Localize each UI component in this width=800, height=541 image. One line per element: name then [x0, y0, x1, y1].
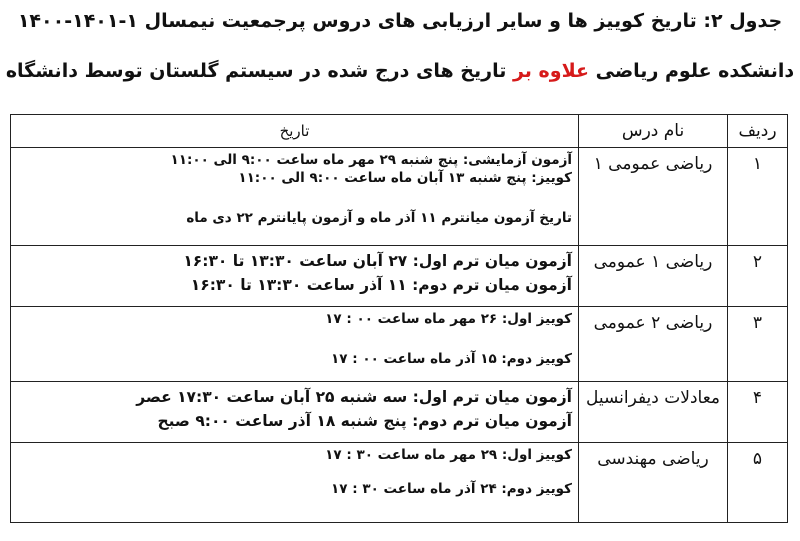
subtitle-part-2: تاریخ های درج شده در سیستم گلستان توسط دانشگاه: [5, 60, 507, 82]
date-cell: [11, 382, 579, 443]
date-cell: [11, 443, 579, 523]
row-number: ۴: [728, 382, 788, 443]
page-title: جدول ۲: تاریخ کوییز ها و سایر ارزیابی های دروس پرجمعیت نیمسال ۱-۱۴۰۱-۱۴۰۰: [17, 10, 783, 32]
date-line: تاریخ آزمون میانترم ۱۱ آذر ماه و آزمون پایانترم ۲۲ دی ماه: [186, 210, 572, 226]
date-line: کوییز دوم: ۱۵ آذر ماه ساعت ۰۰ : ۱۷: [331, 351, 572, 367]
date-line: کوییز دوم: ۲۴ آذر ماه ساعت ۳۰ : ۱۷: [331, 481, 572, 497]
course-name: ریاضی عمومی ۱: [579, 148, 728, 246]
row-number: ۵: [728, 443, 788, 523]
date-line: آزمون میان ترم اول: ۲۷ آبان ساعت ۱۳:۳۰ تا ۱۶:۳۰: [183, 252, 572, 270]
course-name: ریاضی مهندسی: [579, 443, 728, 523]
date-cell: [11, 307, 579, 382]
header-radif: ردیف: [728, 115, 788, 148]
date-line: آزمون میان ترم اول: سه شنبه ۲۵ آبان ساعت ۱۷:۳۰ عصر: [136, 388, 572, 406]
table-row: [11, 443, 788, 523]
header-date: تاریخ: [11, 115, 579, 148]
date-cell: [11, 246, 579, 307]
date-line: کوییز اول: ۲۹ مهر ماه ساعت ۳۰ : ۱۷: [325, 447, 572, 463]
course-name: معادلات دیفرانسیل: [579, 382, 728, 443]
page-subtitle: [0, 60, 800, 82]
subtitle-part-1: دانشکده علوم ریاضی: [595, 60, 795, 82]
header-course: نام درس: [579, 115, 728, 148]
subtitle-highlight: علاوه بر: [512, 60, 589, 82]
date-line: آزمون میان ترم دوم: ۱۱ آذر ساعت ۱۳:۳۰ تا ۱۶:۳۰: [190, 276, 572, 294]
table-row: [11, 307, 788, 382]
row-number: ۱: [728, 148, 788, 246]
course-name: ریاضی ۱ عمومی: [579, 246, 728, 307]
date-line: کوییز: پنج شنبه ۱۳ آبان ماه ساعت ۹:۰۰ الی ۱۱:۰۰: [238, 170, 572, 186]
schedule-table: [10, 114, 788, 523]
date-line: کوییز اول: ۲۶ مهر ماه ساعت ۰۰ : ۱۷: [325, 311, 572, 327]
table-header-row: [11, 115, 788, 148]
row-number: ۲: [728, 246, 788, 307]
row-number: ۳: [728, 307, 788, 382]
table-row: [11, 382, 788, 443]
date-cell: [11, 148, 579, 246]
course-name: ریاضی ۲ عمومی: [579, 307, 728, 382]
table-row: [11, 246, 788, 307]
date-line: آزمون آزمایشی: پنج شنبه ۲۹ مهر ماه ساعت ۹:۰۰ الی ۱۱:۰۰: [170, 152, 572, 168]
table-row: [11, 148, 788, 246]
date-line: آزمون میان ترم دوم: پنج شنبه ۱۸ آذر ساعت ۹:۰۰ صبح: [157, 412, 572, 430]
